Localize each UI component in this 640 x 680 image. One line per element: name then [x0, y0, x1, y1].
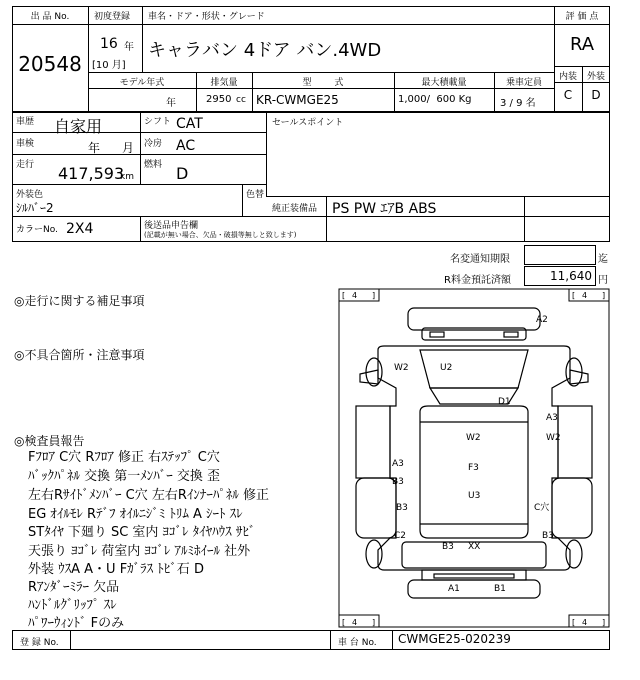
- svg-text:]: ]: [372, 291, 376, 300]
- damage-mark: B3: [542, 531, 554, 541]
- model-year-label: モデル年式: [119, 78, 165, 88]
- grade-label: 評 価 点: [565, 12, 599, 22]
- exterior-label: 外装: [586, 72, 605, 82]
- report-line: 外装 ｳｽA A・U Fｶﾞﾗｽ ﾄﾋﾞ石 D: [28, 562, 204, 577]
- damage-mark: A2: [536, 315, 548, 325]
- report-line: Rｱﾝﾀﾞｰﾐﾗｰ 欠品: [28, 580, 120, 595]
- aftermarket-label: 後送品申告欄: [144, 221, 199, 231]
- history-label: 車歴: [16, 117, 35, 127]
- displacement-unit: cc: [236, 95, 246, 105]
- exterior-grade: D: [591, 88, 601, 102]
- damage-mark: W2: [546, 433, 561, 443]
- damage-mark: A1: [448, 584, 460, 594]
- car-damage-diagram: [338, 288, 610, 628]
- color-label: 外装色: [16, 190, 44, 200]
- damage-mark: B3: [442, 542, 454, 552]
- equipment-value: PS PW ｴｱB ABS: [332, 201, 437, 217]
- first-reg-year-unit: 年: [124, 42, 134, 53]
- damage-mark: XX: [468, 542, 481, 552]
- interior-grade: C: [563, 88, 573, 102]
- model-year-unit: 年: [166, 98, 176, 109]
- equipment-label: 純正装備品: [272, 204, 318, 214]
- ac-value: AC: [176, 138, 196, 154]
- recycle-label: R料金預託済額: [444, 275, 511, 286]
- capacity-label: 最大積載量: [421, 78, 467, 88]
- first-reg-month: [10 月]: [92, 60, 126, 71]
- shift-label: シフト: [144, 117, 172, 127]
- tire-label-top-right: [: [572, 291, 576, 300]
- name-change-box: [524, 245, 596, 265]
- fuel-label: 燃料: [144, 160, 163, 170]
- tire-label-bottom-left: [: [342, 618, 346, 627]
- report-line: EG ｵｲﾙﾓﾚ Rﾃﾞﾌ ｵｲﾙﾆｼﾞﾐ ﾄﾘﾑ A ｼｰﾄ ｽﾚ: [28, 507, 243, 522]
- seats-label: 乗車定員: [505, 78, 542, 88]
- tire-label-top-left: [: [342, 291, 346, 300]
- inspection-label: 車検: [16, 139, 35, 149]
- shift-value: CAT: [176, 116, 203, 132]
- color-no-label: カラーNo.: [16, 225, 58, 235]
- svg-text:]: ]: [602, 618, 606, 627]
- type-label: 型 式: [302, 78, 344, 88]
- lot-number: 20548: [18, 52, 82, 76]
- car-name: キャラバン 4ドア バン.4WD: [148, 40, 382, 61]
- damage-mark: C穴: [534, 503, 550, 513]
- report-line: 左右Rｻｲﾄﾞﾒﾝﾊﾞｰ C穴 左右Rｲﾝﾅｰﾊﾟﾈﾙ 修正: [28, 488, 270, 503]
- damage-mark: W2: [394, 363, 409, 373]
- history-value: 自家用: [54, 117, 103, 136]
- tire-br-value: 4: [582, 618, 588, 627]
- seats-value: 3 / 9 名: [500, 98, 536, 109]
- svg-text:]: ]: [372, 618, 376, 627]
- tire-label-bottom-right: [: [572, 618, 576, 627]
- damage-mark: U2: [440, 363, 453, 373]
- capacity-value: 1,000/ 600 Kg: [398, 94, 472, 105]
- report-line: Fﾌﾛｱ C穴 Rﾌﾛｱ 修正 右ｽﾃｯﾌﾟ C穴: [28, 450, 220, 465]
- report-line: ﾊﾝﾄﾞﾙｸﾞﾘｯﾌﾟ ｽﾚ: [28, 598, 117, 613]
- damage-mark: B3: [396, 503, 408, 513]
- recycle-value: 11,640: [550, 269, 592, 283]
- report-line: 天張り ﾖｺﾞﾚ 荷室内 ﾖｺﾞﾚ ｱﾙﾐﾎｲｰﾙ 社外: [28, 544, 251, 559]
- color-value: ｼﾙﾊﾞｰ2: [16, 201, 54, 215]
- first-reg-year: 16: [100, 36, 118, 52]
- name-change-label: 名変通知期限: [450, 254, 510, 265]
- aftermarket-note: (記載が無い場合、欠品・破損等無しと致します): [144, 231, 297, 239]
- mileage-value: 417,593: [58, 164, 125, 183]
- svg-text:]: ]: [602, 291, 606, 300]
- car-name-label: 車名・ドア・形状・グレード: [148, 12, 265, 22]
- inspection-month: 月: [122, 141, 135, 155]
- model-type: KR-CWMGE25: [256, 93, 339, 107]
- ac-label: 冷房: [144, 139, 163, 149]
- damage-mark: B3: [392, 477, 404, 487]
- report-line: STﾀｲﾔ 下廻り SC 室内 ﾖｺﾞﾚ ﾀｲﾔﾊｳｽ ｻﾋﾞ: [28, 525, 256, 540]
- damage-mark: A3: [392, 459, 404, 469]
- footer-frame: [12, 630, 610, 650]
- sales-point-label: セールスポイント: [272, 118, 344, 128]
- inspector-report-title: ◎検査員報告: [14, 434, 85, 448]
- tire-tl-value: 4: [352, 291, 358, 300]
- color-no-value: 2X4: [66, 221, 94, 237]
- name-change-unit: 迄: [598, 254, 608, 265]
- damage-mark: C2: [394, 531, 407, 541]
- interior-label: 内装: [558, 72, 577, 82]
- fuel-value: D: [176, 164, 189, 183]
- displacement-label: 排気量: [210, 78, 238, 88]
- damage-mark: U3: [468, 491, 481, 501]
- damage-mark: F3: [468, 463, 479, 473]
- driving-notes-title: ◎走行に関する補足事項: [14, 294, 145, 308]
- score-value: RA: [569, 34, 595, 55]
- first-reg-label: 初度登録: [94, 12, 131, 22]
- recolor-label: 色替: [246, 190, 265, 200]
- chassis-label: 車 台 No.: [338, 638, 377, 648]
- damage-mark: B1: [494, 584, 506, 594]
- recycle-unit: 円: [598, 275, 608, 286]
- displacement-value: 2950: [206, 94, 232, 105]
- report-line: ﾊﾞｯｸﾊﾟﾈﾙ 交換 第一ﾒﾝﾊﾞｰ 交換 歪: [28, 469, 221, 484]
- damage-mark: W2: [466, 433, 481, 443]
- tire-tr-value: 4: [582, 291, 588, 300]
- inspection-year: 年: [88, 141, 101, 155]
- damage-mark: A3: [546, 413, 558, 423]
- report-line: ﾊﾟﾜｰｳｨﾝﾄﾞ Fのみ: [28, 616, 125, 631]
- chassis-number: CWMGE25-020239: [398, 632, 511, 646]
- tire-bl-value: 4: [352, 618, 358, 627]
- defect-notes-title: ◎不具合箇所・注意事項: [14, 348, 145, 362]
- damage-mark: D1: [498, 397, 511, 407]
- mileage-unit: km: [120, 172, 134, 182]
- registration-label: 登 録 No.: [20, 638, 59, 648]
- lot-label: 出 品 No.: [30, 12, 70, 22]
- mileage-label: 走行: [16, 160, 35, 170]
